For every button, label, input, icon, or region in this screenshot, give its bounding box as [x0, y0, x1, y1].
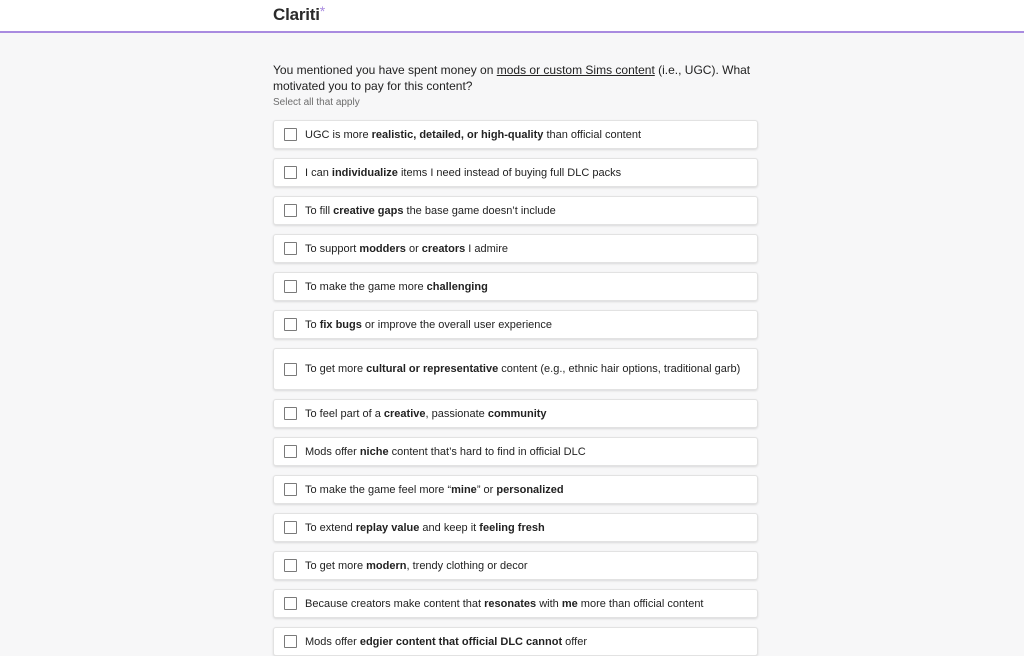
option-label [305, 242, 520, 256]
option-label-bold: me [561, 597, 578, 610]
option-row[interactable] [273, 475, 758, 504]
option-label [305, 635, 599, 649]
option-label-bold: realistic, detailed, or high-quality [371, 128, 544, 141]
option-row[interactable] [273, 348, 758, 390]
option-label-text: I admire [465, 242, 509, 255]
question-text-after: (i.e., UGC). What motivated you to pay for this content? [273, 63, 751, 93]
option-checkbox[interactable] [284, 363, 297, 376]
option-label-text: , trendy clothing or decor [406, 559, 528, 572]
option-row[interactable] [273, 437, 758, 466]
select-all-helper: Select all that apply [273, 97, 360, 108]
top-header [0, 0, 1024, 33]
option-label-bold: challenging [426, 280, 488, 293]
option-checkbox[interactable] [284, 407, 297, 420]
option-label-bold: niche [359, 445, 389, 458]
option-label [305, 362, 752, 376]
option-label-text: I can [305, 166, 332, 179]
logo-text: Clariti [273, 5, 320, 24]
option-label-bold: individualize [331, 166, 398, 179]
option-label-text: To get more [305, 559, 367, 572]
option-label-bold: creative gaps [333, 204, 404, 217]
option-label-text: and keep it [419, 521, 480, 534]
option-row[interactable] [273, 120, 758, 149]
option-row[interactable] [273, 513, 758, 542]
option-label-text: with [536, 597, 562, 610]
option-label-text: To make the game feel more “ [305, 483, 452, 496]
option-label [305, 280, 500, 294]
option-row[interactable] [273, 272, 758, 301]
option-row[interactable] [273, 158, 758, 187]
option-label-text: To [305, 318, 320, 331]
option-checkbox[interactable] [284, 204, 297, 217]
option-label-bold: community [487, 407, 547, 420]
option-label-text: offer [562, 635, 587, 648]
option-label-bold: personalized [496, 483, 564, 496]
option-label-text: items I need instead of buying full DLC packs [397, 166, 622, 179]
option-row[interactable] [273, 551, 758, 580]
option-label-text: Mods offer [305, 445, 360, 458]
logo-asterisk-icon: * [319, 3, 326, 19]
option-row[interactable] [273, 234, 758, 263]
option-label-text: or improve the overall user experience [361, 318, 553, 331]
clariti-logo[interactable] [273, 5, 325, 25]
option-checkbox[interactable] [284, 483, 297, 496]
option-label [305, 407, 559, 421]
option-row[interactable] [273, 196, 758, 225]
option-label [305, 559, 540, 573]
option-label-bold: edgier content that official DLC cannot [359, 635, 563, 648]
question-link-text: mods or custom Sims content [496, 63, 655, 77]
option-label-text: To make the game more [305, 280, 427, 293]
option-label-text: content that’s hard to find in official DLC [388, 445, 586, 458]
option-label-text: To get more [305, 363, 367, 375]
option-checkbox[interactable] [284, 559, 297, 572]
option-label-bold: cultural or representative [366, 363, 499, 375]
option-checkbox[interactable] [284, 280, 297, 293]
option-row[interactable] [273, 310, 758, 339]
option-label-text: To feel part of a [305, 407, 384, 420]
option-checkbox[interactable] [284, 318, 297, 331]
option-label-text: To support [305, 242, 360, 255]
option-label-text: Because creators make content that [305, 597, 485, 610]
question-block [273, 62, 760, 108]
option-label [305, 597, 716, 611]
option-row[interactable] [273, 589, 758, 618]
option-checkbox[interactable] [284, 128, 297, 141]
option-checkbox[interactable] [284, 242, 297, 255]
option-label-bold: fix bugs [319, 318, 362, 331]
option-label-text: Mods offer [305, 635, 360, 648]
option-label-bold: feeling fresh [479, 521, 545, 534]
option-label-text: than official content [543, 128, 642, 141]
option-label-text: , passionate [425, 407, 488, 420]
option-checkbox[interactable] [284, 635, 297, 648]
option-label-text: ” or [476, 483, 497, 496]
question-text [273, 62, 760, 94]
option-label-bold: creators [421, 242, 466, 255]
question-text-before: You mentioned you have spent money on [273, 63, 497, 77]
option-checkbox[interactable] [284, 521, 297, 534]
option-label [305, 318, 564, 332]
option-label-bold: mine [451, 483, 477, 496]
option-label-bold: resonates [484, 597, 537, 610]
option-label-text: To extend [305, 521, 356, 534]
option-label-bold: modern [366, 559, 407, 572]
option-label-bold: replay value [355, 521, 420, 534]
option-checkbox[interactable] [284, 445, 297, 458]
option-label-text: or [405, 242, 422, 255]
option-label-text: UGC is more [305, 128, 372, 141]
option-label [305, 521, 557, 535]
option-label [305, 445, 598, 459]
option-label-bold: creative [383, 407, 426, 420]
option-row[interactable] [273, 399, 758, 428]
option-checkbox[interactable] [284, 597, 297, 610]
option-label [305, 483, 576, 497]
option-label [305, 128, 653, 142]
option-label-text: the base game doesn’t include [403, 204, 556, 217]
option-label-bold: modders [359, 242, 406, 255]
option-label [305, 204, 568, 218]
option-label-text: To fill [305, 204, 334, 217]
option-label-text: more than official content [577, 597, 704, 610]
option-checkbox[interactable] [284, 166, 297, 179]
option-label [305, 166, 633, 180]
option-label-text: content (e.g., ethnic hair options, traditional garb) [498, 363, 741, 375]
